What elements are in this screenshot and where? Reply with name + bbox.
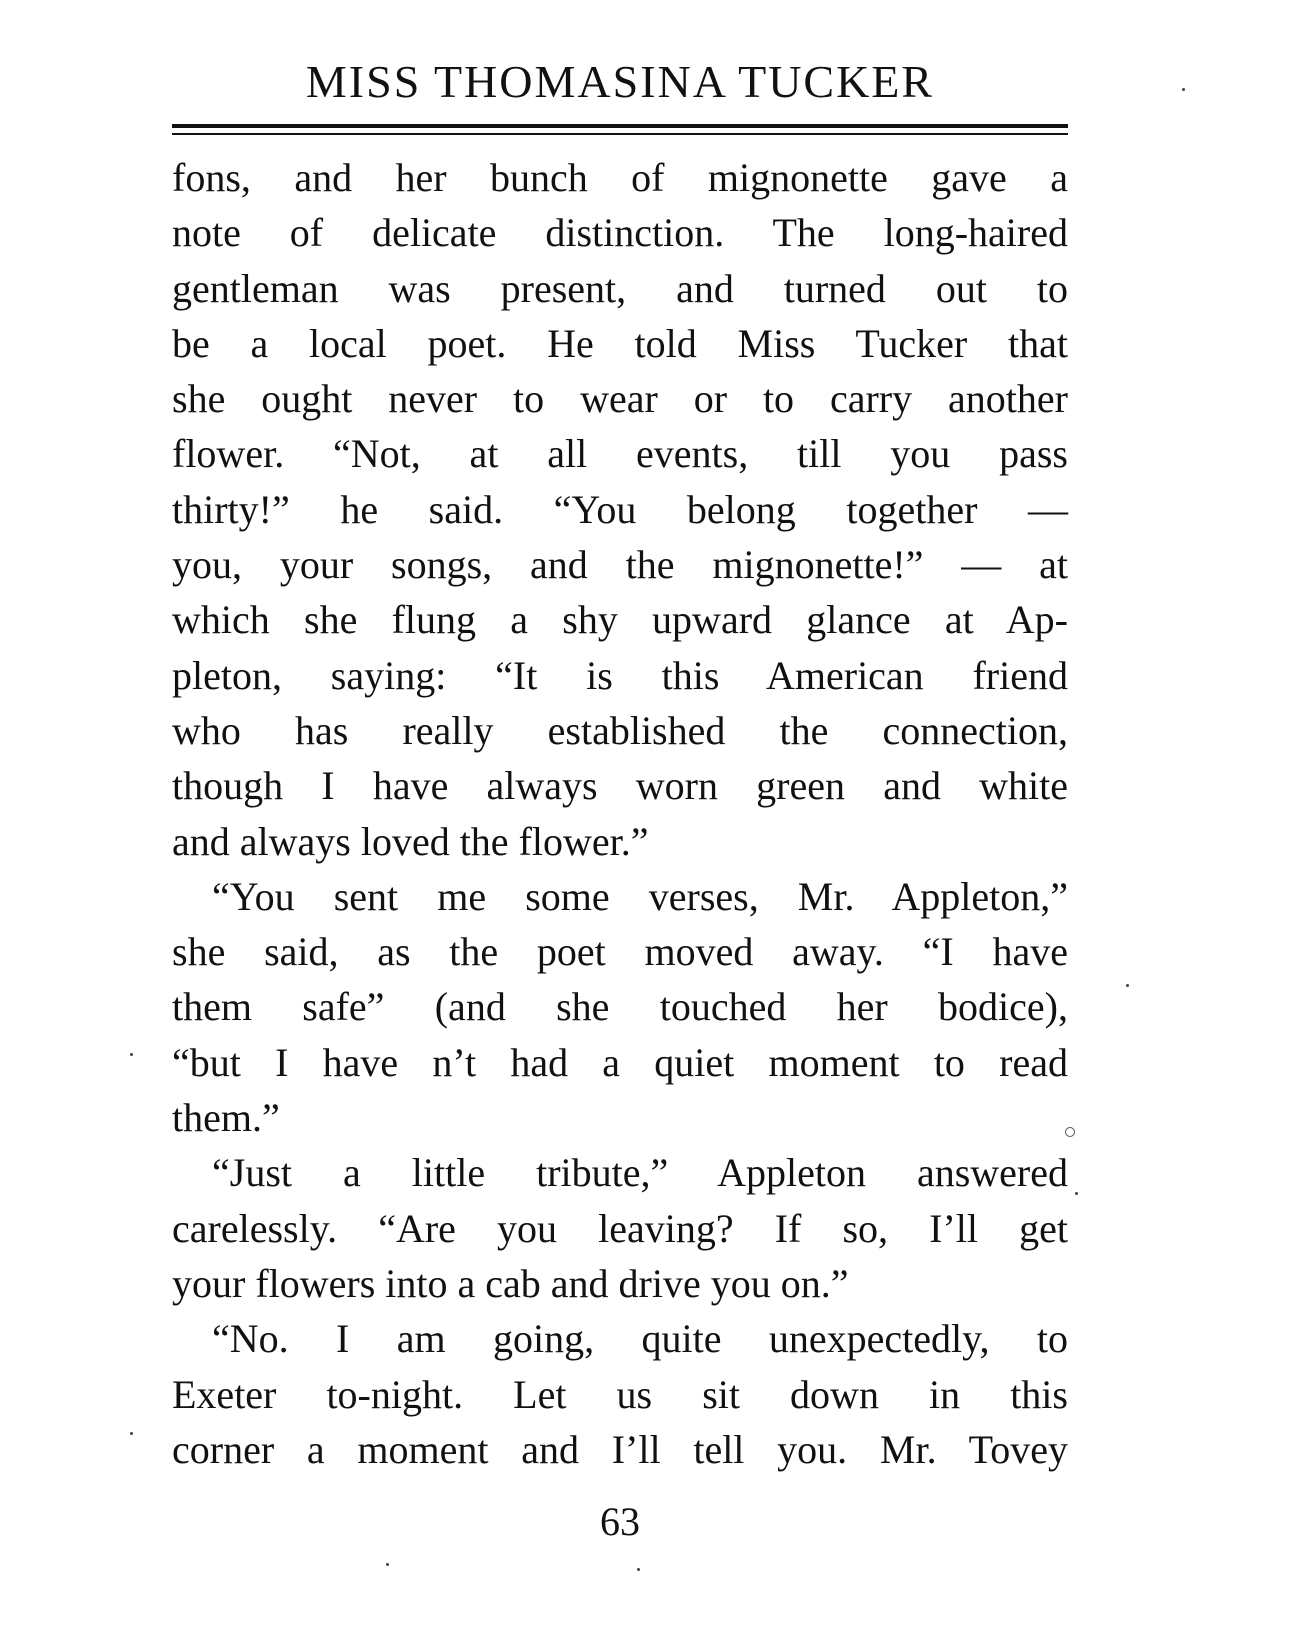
header-rule-thin: [172, 133, 1068, 135]
scan-speck: [130, 1053, 133, 1056]
scan-speck: [1075, 1192, 1078, 1195]
page-number: 63: [600, 1499, 640, 1544]
text-line: you, your songs, and the mignonette!” — at: [172, 542, 1068, 588]
scan-speck: [1126, 984, 1129, 987]
text-line: them safe” (and she touched her bodice),: [172, 984, 1068, 1030]
text-line: though I have always worn green and white: [172, 763, 1068, 809]
running-head: MISS THOMASINA TUCKER: [305, 56, 935, 107]
text-line: and always loved the flower.”: [172, 818, 649, 864]
scan-speck: [130, 1432, 133, 1435]
text-line: Exeter to-night. Let us sit down in this: [172, 1371, 1068, 1417]
text-line: thirty!” he said. “You belong together —: [172, 486, 1068, 532]
text-line: carelessly. “Are you leaving? If so, I’ll get: [172, 1205, 1068, 1251]
text-line: fons, and her bunch of mignonette gave a: [172, 155, 1068, 200]
scan-speck: [1182, 88, 1185, 91]
scan-speck: [637, 1568, 640, 1571]
text-line: corner a moment and I’ll tell you. Mr. Tovey: [172, 1426, 1068, 1472]
text-line: “Just a little tribute,” Appleton answered: [212, 1150, 1068, 1196]
text-line: them.”: [172, 1095, 280, 1141]
text-line: she said, as the poet moved away. “I have: [172, 929, 1068, 975]
scan-speck: [386, 1563, 389, 1566]
text-line: she ought never to wear or to carry another: [172, 376, 1068, 422]
scan-speck: [1065, 1127, 1075, 1137]
header-rule-thick: [172, 124, 1068, 128]
text-line: be a local poet. He told Miss Tucker that: [172, 320, 1068, 366]
text-line: which she flung a shy upward glance at Ap-: [172, 597, 1068, 643]
text-line: “but I have n’t had a quiet moment to read: [172, 1039, 1068, 1085]
text-line: “You sent me some verses, Mr. Appleton,”: [212, 873, 1068, 919]
text-line: “No. I am going, quite unexpectedly, to: [212, 1316, 1068, 1362]
text-line: pleton, saying: “It is this American friend: [172, 652, 1068, 698]
body-text: [172, 150, 1068, 1477]
text-line: your flowers into a cab and drive you on.”: [172, 1260, 849, 1306]
text-line: flower. “Not, at all events, till you pass: [172, 431, 1068, 477]
text-line: who has really established the connection,: [172, 707, 1068, 753]
text-line: note of delicate distinction. The long-haired: [172, 210, 1068, 256]
text-line: gentleman was present, and turned out to: [172, 265, 1068, 311]
